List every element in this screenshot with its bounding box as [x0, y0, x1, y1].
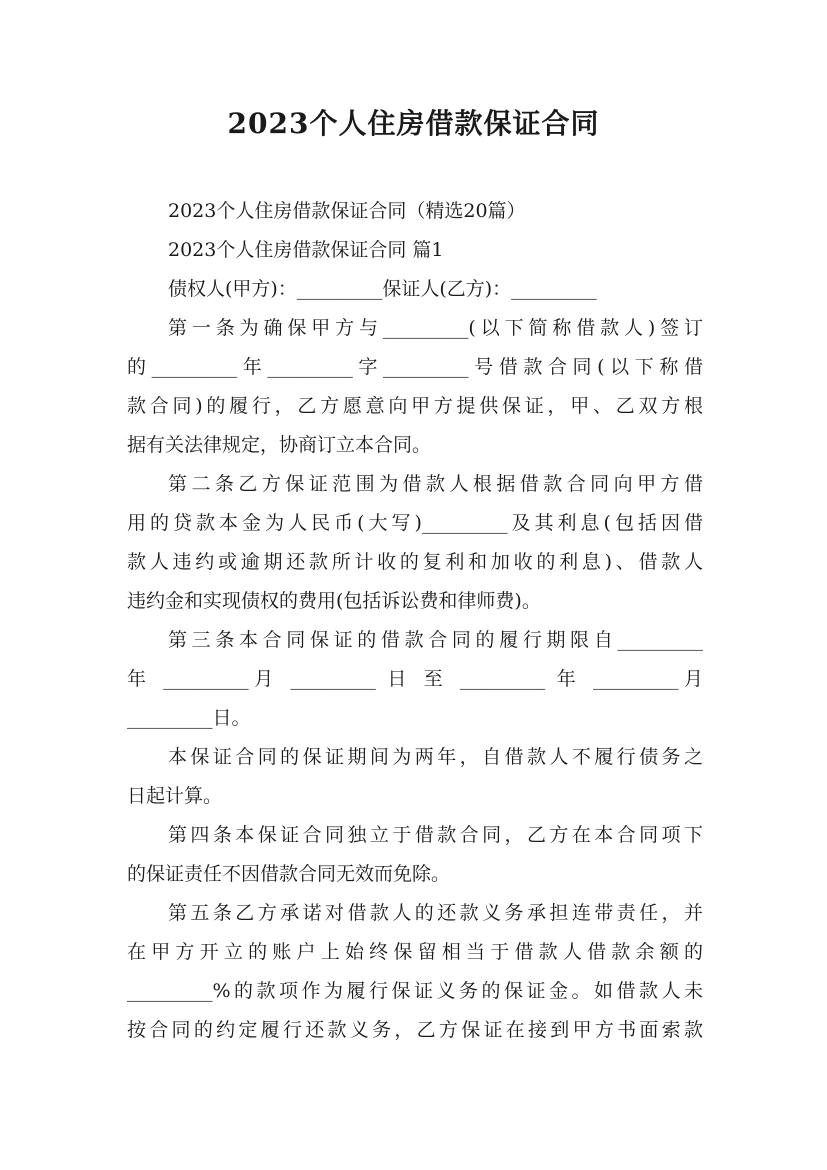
paragraph-line: _________日。 — [127, 707, 251, 729]
paragraph-line: 用的贷款本金为人民币(大写)_________及其利息(包括因借 — [127, 512, 703, 534]
paragraph-line: 的_________年_________字_________号借款合同(以下称借 — [127, 356, 703, 378]
paragraph-line: 第一条为确保甲方与_________(以下简称借款人)签订 — [168, 317, 703, 339]
paragraph-line: 款合同)的履行，乙方愿意向甲方提供保证，甲、乙双方根 — [127, 395, 703, 417]
document-title: 2023个人住房借款保证合同 — [227, 107, 600, 140]
parties-line: 债权人(甲方)：_________保证人(乙方)：_________ — [168, 278, 597, 300]
paragraph-line: 据有关法律规定，协商订立本合同。 — [127, 434, 432, 456]
paragraph-line: 按合同的约定履行还款义务，乙方保证在接到甲方书面索款 — [127, 1019, 703, 1041]
paragraph-line: 第三条本合同保证的借款合同的履行期限自_________ — [168, 629, 703, 651]
paragraph-line: 的保证责任不因借款合同无效而免除。 — [127, 863, 451, 885]
paragraph-line: 款人违约或逾期还款所计收的复利和加收的利息)、借款人 — [127, 551, 703, 573]
paragraph-line: 违约金和实现债权的费用(包括诉讼费和律师费)。 — [127, 590, 541, 612]
paragraph-line: 第四条本保证合同独立于借款合同，乙方在本合同项下 — [168, 824, 703, 846]
section-heading: 2023个人住房借款保证合同 篇1 — [168, 239, 444, 261]
paragraph-line: 在甲方开立的账户上始终保留相当于借款人借款余额的 — [127, 941, 703, 963]
paragraph-line: _________%的款项作为履行保证义务的保证金。如借款人未 — [127, 980, 703, 1002]
paragraph-line: 第五条乙方承诺对借款人的还款义务承担连带责任，并 — [168, 902, 703, 924]
paragraph-line: 本保证合同的保证期间为两年，自借款人不履行债务之 — [168, 746, 703, 768]
document-subtitle: 2023个人住房借款保证合同（精选20篇） — [168, 200, 526, 222]
paragraph-line: 年 _________月 _________ 日 至 _________ 年 _________月 — [127, 668, 703, 690]
paragraph-line: 日起计算。 — [127, 785, 223, 807]
paragraph-line: 第二条乙方保证范围为借款人根据借款合同向甲方借 — [168, 473, 703, 495]
